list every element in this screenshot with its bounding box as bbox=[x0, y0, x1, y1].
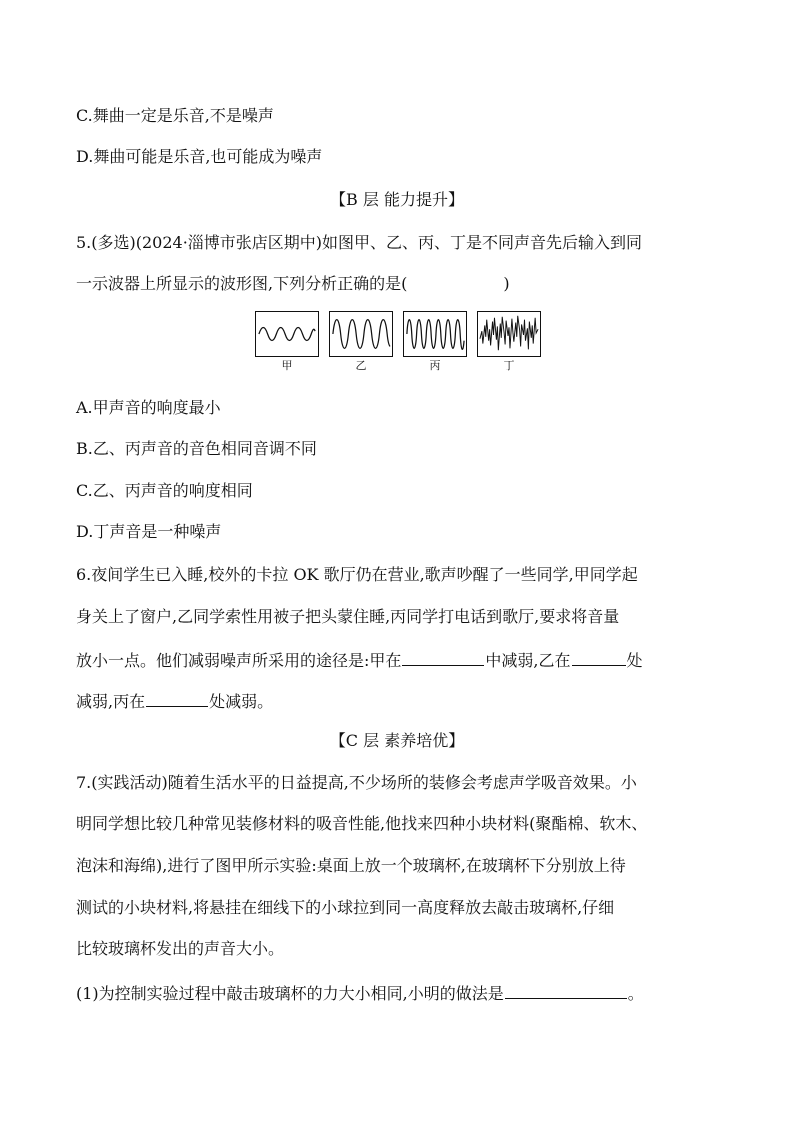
answer-blank-bing[interactable] bbox=[146, 690, 208, 707]
q6-stem-line4 bbox=[76, 690, 273, 712]
q7-stem-line2: 明同学想比较几种常见装修材料的吸音性能,他找来四种小块材料(聚酯棉、软木、 bbox=[76, 814, 648, 833]
q7-stem-line1: 7.(实践活动)随着生活水平的日益提高,不少场所的装修会考虑声学吸音效果。小 bbox=[76, 773, 637, 792]
q6-text: 放小一点。他们减弱噪声所采用的途径是:甲在 bbox=[76, 651, 402, 670]
q5-option-a: A.甲声音的响度最小 bbox=[76, 398, 221, 417]
q7-stem-line4: 测试的小块材料,将悬挂在细线下的小球拉到同一高度释放去敲击玻璃杯,仔细 bbox=[76, 898, 615, 917]
q6-text: 处减弱。 bbox=[209, 692, 274, 711]
answer-blank-jia[interactable] bbox=[402, 649, 484, 666]
waveform-figure bbox=[255, 311, 545, 371]
q6-text: 处 bbox=[626, 651, 643, 670]
q7-sub1 bbox=[76, 982, 644, 1004]
q4-option-d: D.舞曲可能是乐音,也可能成为噪声 bbox=[76, 147, 323, 166]
q5-option-d: D.丁声音是一种噪声 bbox=[76, 522, 222, 541]
answer-blank-yi[interactable] bbox=[572, 649, 626, 666]
section-b-title: 【B 层 能力提升】 bbox=[330, 190, 464, 209]
q4-option-c: C.舞曲一定是乐音,不是噪声 bbox=[76, 106, 274, 125]
waveform-ding bbox=[477, 311, 541, 357]
q5-stem-line1: 5.(多选)(2024·淄博市张店区期中)如图甲、乙、丙、丁是不同声音先后输入到同 bbox=[76, 233, 643, 252]
q6-text: 减弱,丙在 bbox=[76, 692, 146, 711]
waveform-label-bing: 丙 bbox=[429, 359, 441, 372]
waveform-label-yi: 乙 bbox=[355, 359, 367, 372]
waveform-yi bbox=[329, 311, 393, 357]
answer-blank-q7-1[interactable] bbox=[505, 982, 627, 999]
waveform-label-ding: 丁 bbox=[503, 359, 515, 372]
section-c-title: 【C 层 素养培优】 bbox=[329, 731, 465, 750]
q5-stem-line2 bbox=[76, 274, 510, 294]
q7-sub1-end: 。 bbox=[627, 984, 644, 1003]
q5-option-c: C.乙、丙声音的响度相同 bbox=[76, 481, 253, 500]
waveform-label-jia: 甲 bbox=[281, 359, 293, 372]
q5-stem-close: ) bbox=[503, 274, 510, 293]
q5-option-b: B.乙、丙声音的音色相同音调不同 bbox=[76, 439, 317, 458]
q6-stem-line1: 6.夜间学生已入睡,校外的卡拉 OK 歌厅仍在营业,歌声吵醒了一些同学,甲同学起 bbox=[76, 565, 638, 584]
q6-stem-line2: 身关上了窗户,乙同学索性用被子把头蒙住睡,丙同学打电话到歌厅,要求将音量 bbox=[76, 607, 620, 626]
q6-text: 中减弱,乙在 bbox=[485, 651, 571, 670]
q7-stem-line5: 比较玻璃杯发出的声音大小。 bbox=[76, 939, 285, 958]
q6-stem-line3 bbox=[76, 649, 643, 671]
waveform-jia bbox=[255, 311, 319, 357]
waveform-bing bbox=[403, 311, 467, 357]
q7-sub1-text: (1)为控制实验过程中敲击玻璃杯的力大小相同,小明的做法是 bbox=[76, 984, 504, 1003]
q7-stem-line3: 泡沫和海绵),进行了图甲所示实验:桌面上放一个玻璃杯,在玻璃杯下分别放上待 bbox=[76, 856, 626, 875]
q5-stem-text: 一示波器上所显示的波形图,下列分析正确的是( bbox=[76, 274, 408, 293]
